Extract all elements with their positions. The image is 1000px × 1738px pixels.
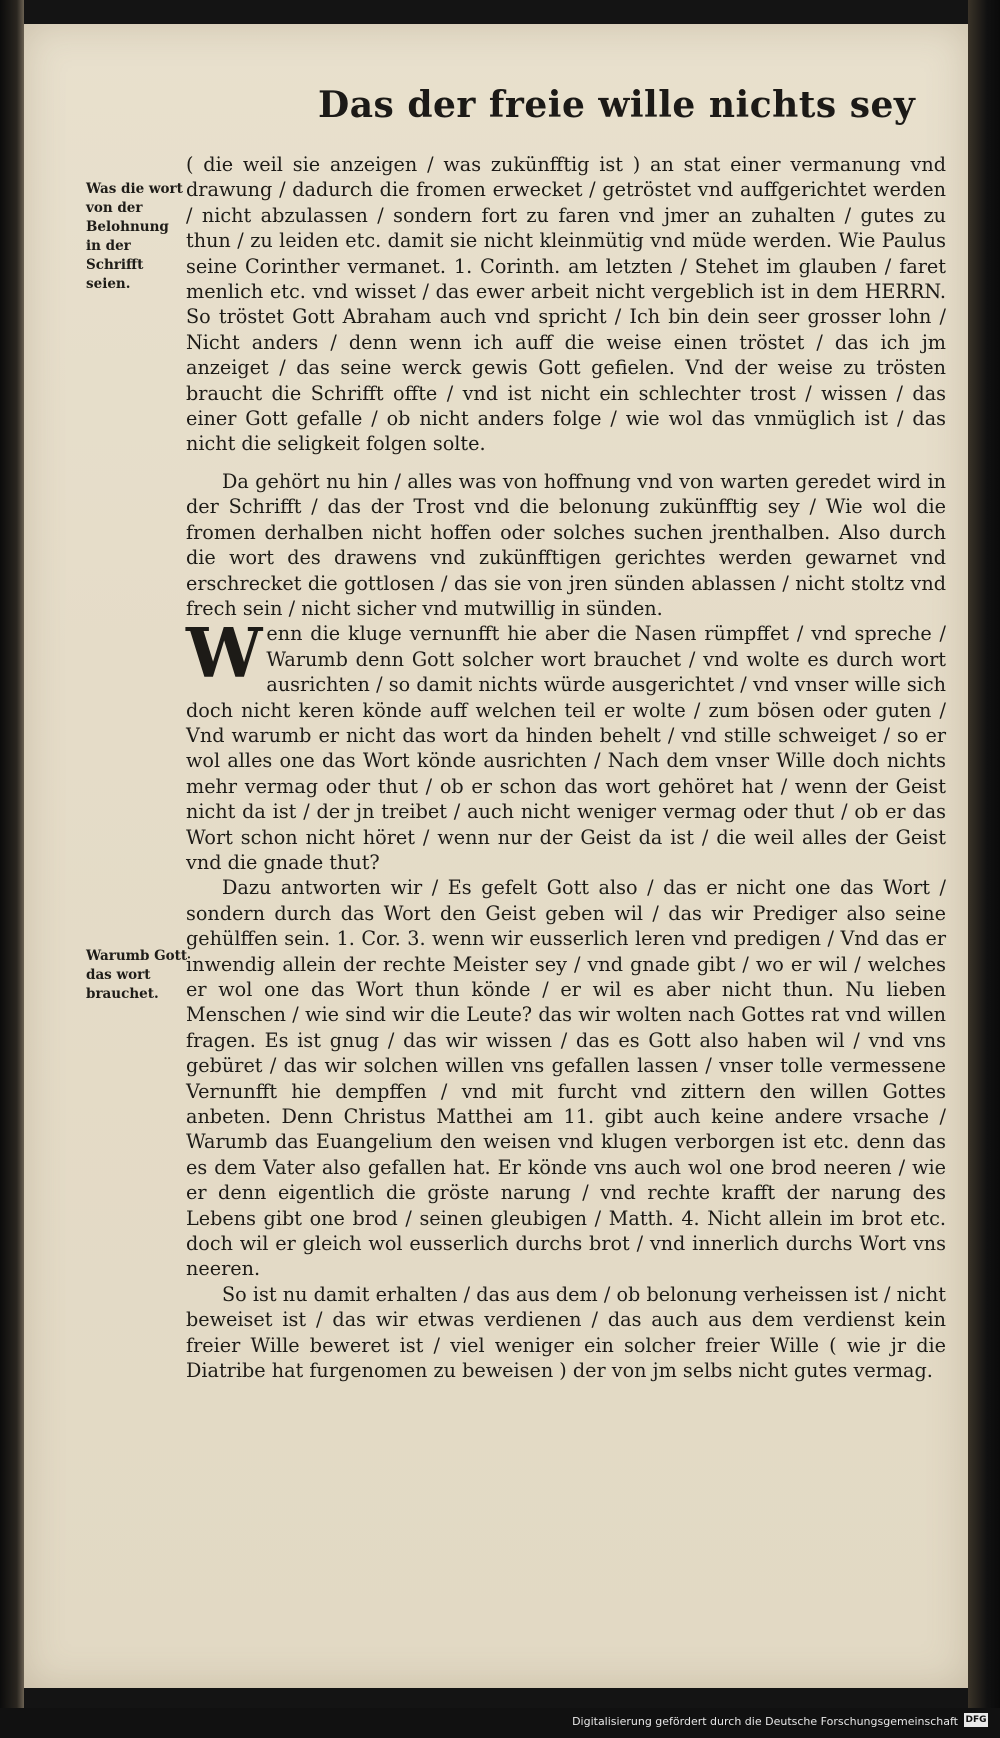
body-text bbox=[186, 152, 946, 1384]
book-right-edge bbox=[968, 0, 1000, 1738]
paragraph-3-text: enn die kluge vernunfft hie aber die Nasen rümpffet / vnd spreche / Warumb denn Gott solcher wort brauchet / vnd wolte es durch wort ausrichten / so damit nichts würde ausgerichtet / vnd vnser wille sich doch nicht keren könde auff welchen teil er wolte / zum bösen oder guten / Vnd warumb er nicht das wort da hinden behelt / vnd stille schweiget / so er wol alles one das Wort könde ausrichten / Nach dem vnser Wille doch nichts mehr vermag oder thut / ob er schon das wort gehöret hat / wenn der Geist nicht da ist / der jn treibet / auch nicht weniger vermag oder thut / ob er das Wort schon nicht höret / wenn nur der Geist da ist / die weil alles der Geist vnd die gnade thut? bbox=[186, 622, 946, 874]
paragraph-2: Da gehört nu hin / alles was von hoffnung vnd von warten geredet wird in der Schrifft / das der Trost vnd die belonung zukünfftig sey / Wie wol die fromen derhalben nicht hoffen oder solches suchen jrenthalben. Also durch die wort des drawens vnd zukünfftigen gerichtes werden gewarnet vnd erschrecket die gottlosen / das sie von jren sünden ablassen / nicht stoltz vnd frech sein / nicht sicher vnd mutwillig in sünden. bbox=[186, 469, 946, 620]
book-left-edge bbox=[0, 0, 24, 1738]
footer-credit: Digitalisierung gefördert durch die Deutsche Forschungsgemeinschaft bbox=[572, 1715, 958, 1728]
margin-note-word: Warumb Gott das wort brauchet. bbox=[86, 948, 188, 1002]
dfg-logo: DFG bbox=[965, 1715, 987, 1725]
page-header-title: Das der freie wille nichts sey bbox=[318, 84, 916, 126]
drop-initial: W bbox=[186, 614, 263, 695]
paragraph-3 bbox=[186, 614, 946, 875]
margin-note-reward: Was die wort von der Belohnung in der Schrifft seien. bbox=[86, 181, 183, 292]
paragraph-1: ( die weil sie anzeigen / was zukünfftig ist ) an stat einer vermanung vnd drawung / dadurch die fromen erwecket / getröstet vnd auffgerichtet werden / nicht abzulassen / sondern fort zu faren vnd jmer an zuhalten / gutes zu thun / zu leiden etc. damit sie nicht kleinmütig vnd müde werden. Wie Paulus seine Corinther vermanet. 1. Corinth. am letzten / Stehet im glauben / faret menlich etc. vnd wisset / das ewer arbeit nicht vergeblich ist in dem HERRN. So tröstet Gott Abraham auch vnd spricht / Ich bin dein seer grosser lohn / Nicht anders / denn wenn ich auff die weise einen tröstet / das ich jm anzeiget / das seine werck gewis Gott gefielen. Vnd der weise zu trösten braucht die Schrifft offte / vnd ist nicht ein schlechter trost / wissen / das einer Gott gefalle / ob nicht anders folge / wie wol das vnmüglich ist / das nicht die seligkeit folgen solte. bbox=[186, 153, 946, 456]
paragraph-4: Dazu antworten wir / Es gefelt Gott also / das er nicht one das Wort / sondern durch das Wort den Geist geben wil / das wir Prediger also seine gehülffen sein. 1. Cor. 3. wenn wir eusserlich leren vnd predigen / Vnd das er inwendig allein der rechte Meister sey / vnd gnade gibt / wo er wil / welches er wol one das Wort thun könde / er wil es aber nicht thun. Nu lieben Menschen / wie sind wir die Leute? das wir wolten nach Gottes rat vnd willen fragen. Es ist gnug / das wir wissen / das es Gott also haben wil / vnd vns gebüret / das wir solchen willen vns gefallen lassen / vnser tolle vermessene Vernunfft hie dempffen / vnd mit furcht vnd zittern den willen Gottes anbeten. Denn Christus Matthei am 11. gibt auch keine andere vrsache / Warumb das Euangelium den weisen vnd klugen verborgen ist etc. denn das es dem Vater also gefallen hat. Er könde vns auch wol one brod neeren / wie er denn eigentlich die gröste narung / vnd rechte krafft der narung des Lebens gibt one brod / seinen gleubigen / Matth. 4. Nicht allein im brot etc. doch wil er gleich wol eusserlich durchs brot / vnd innerlich durchs Wort vns neeren. bbox=[186, 876, 946, 1281]
paragraph-5: So ist nu damit erhalten / das aus dem / ob belonung verheissen ist / nicht beweiset ist / das wir etwas verdienen / das auch aus dem verdienst kein freier Wille beweret ist / viel weniger ein solcher freier Wille ( wie jr die Diatribe hat furgenomen zu beweisen ) der von jm selbs nicht gutes vermag. bbox=[186, 1282, 946, 1383]
